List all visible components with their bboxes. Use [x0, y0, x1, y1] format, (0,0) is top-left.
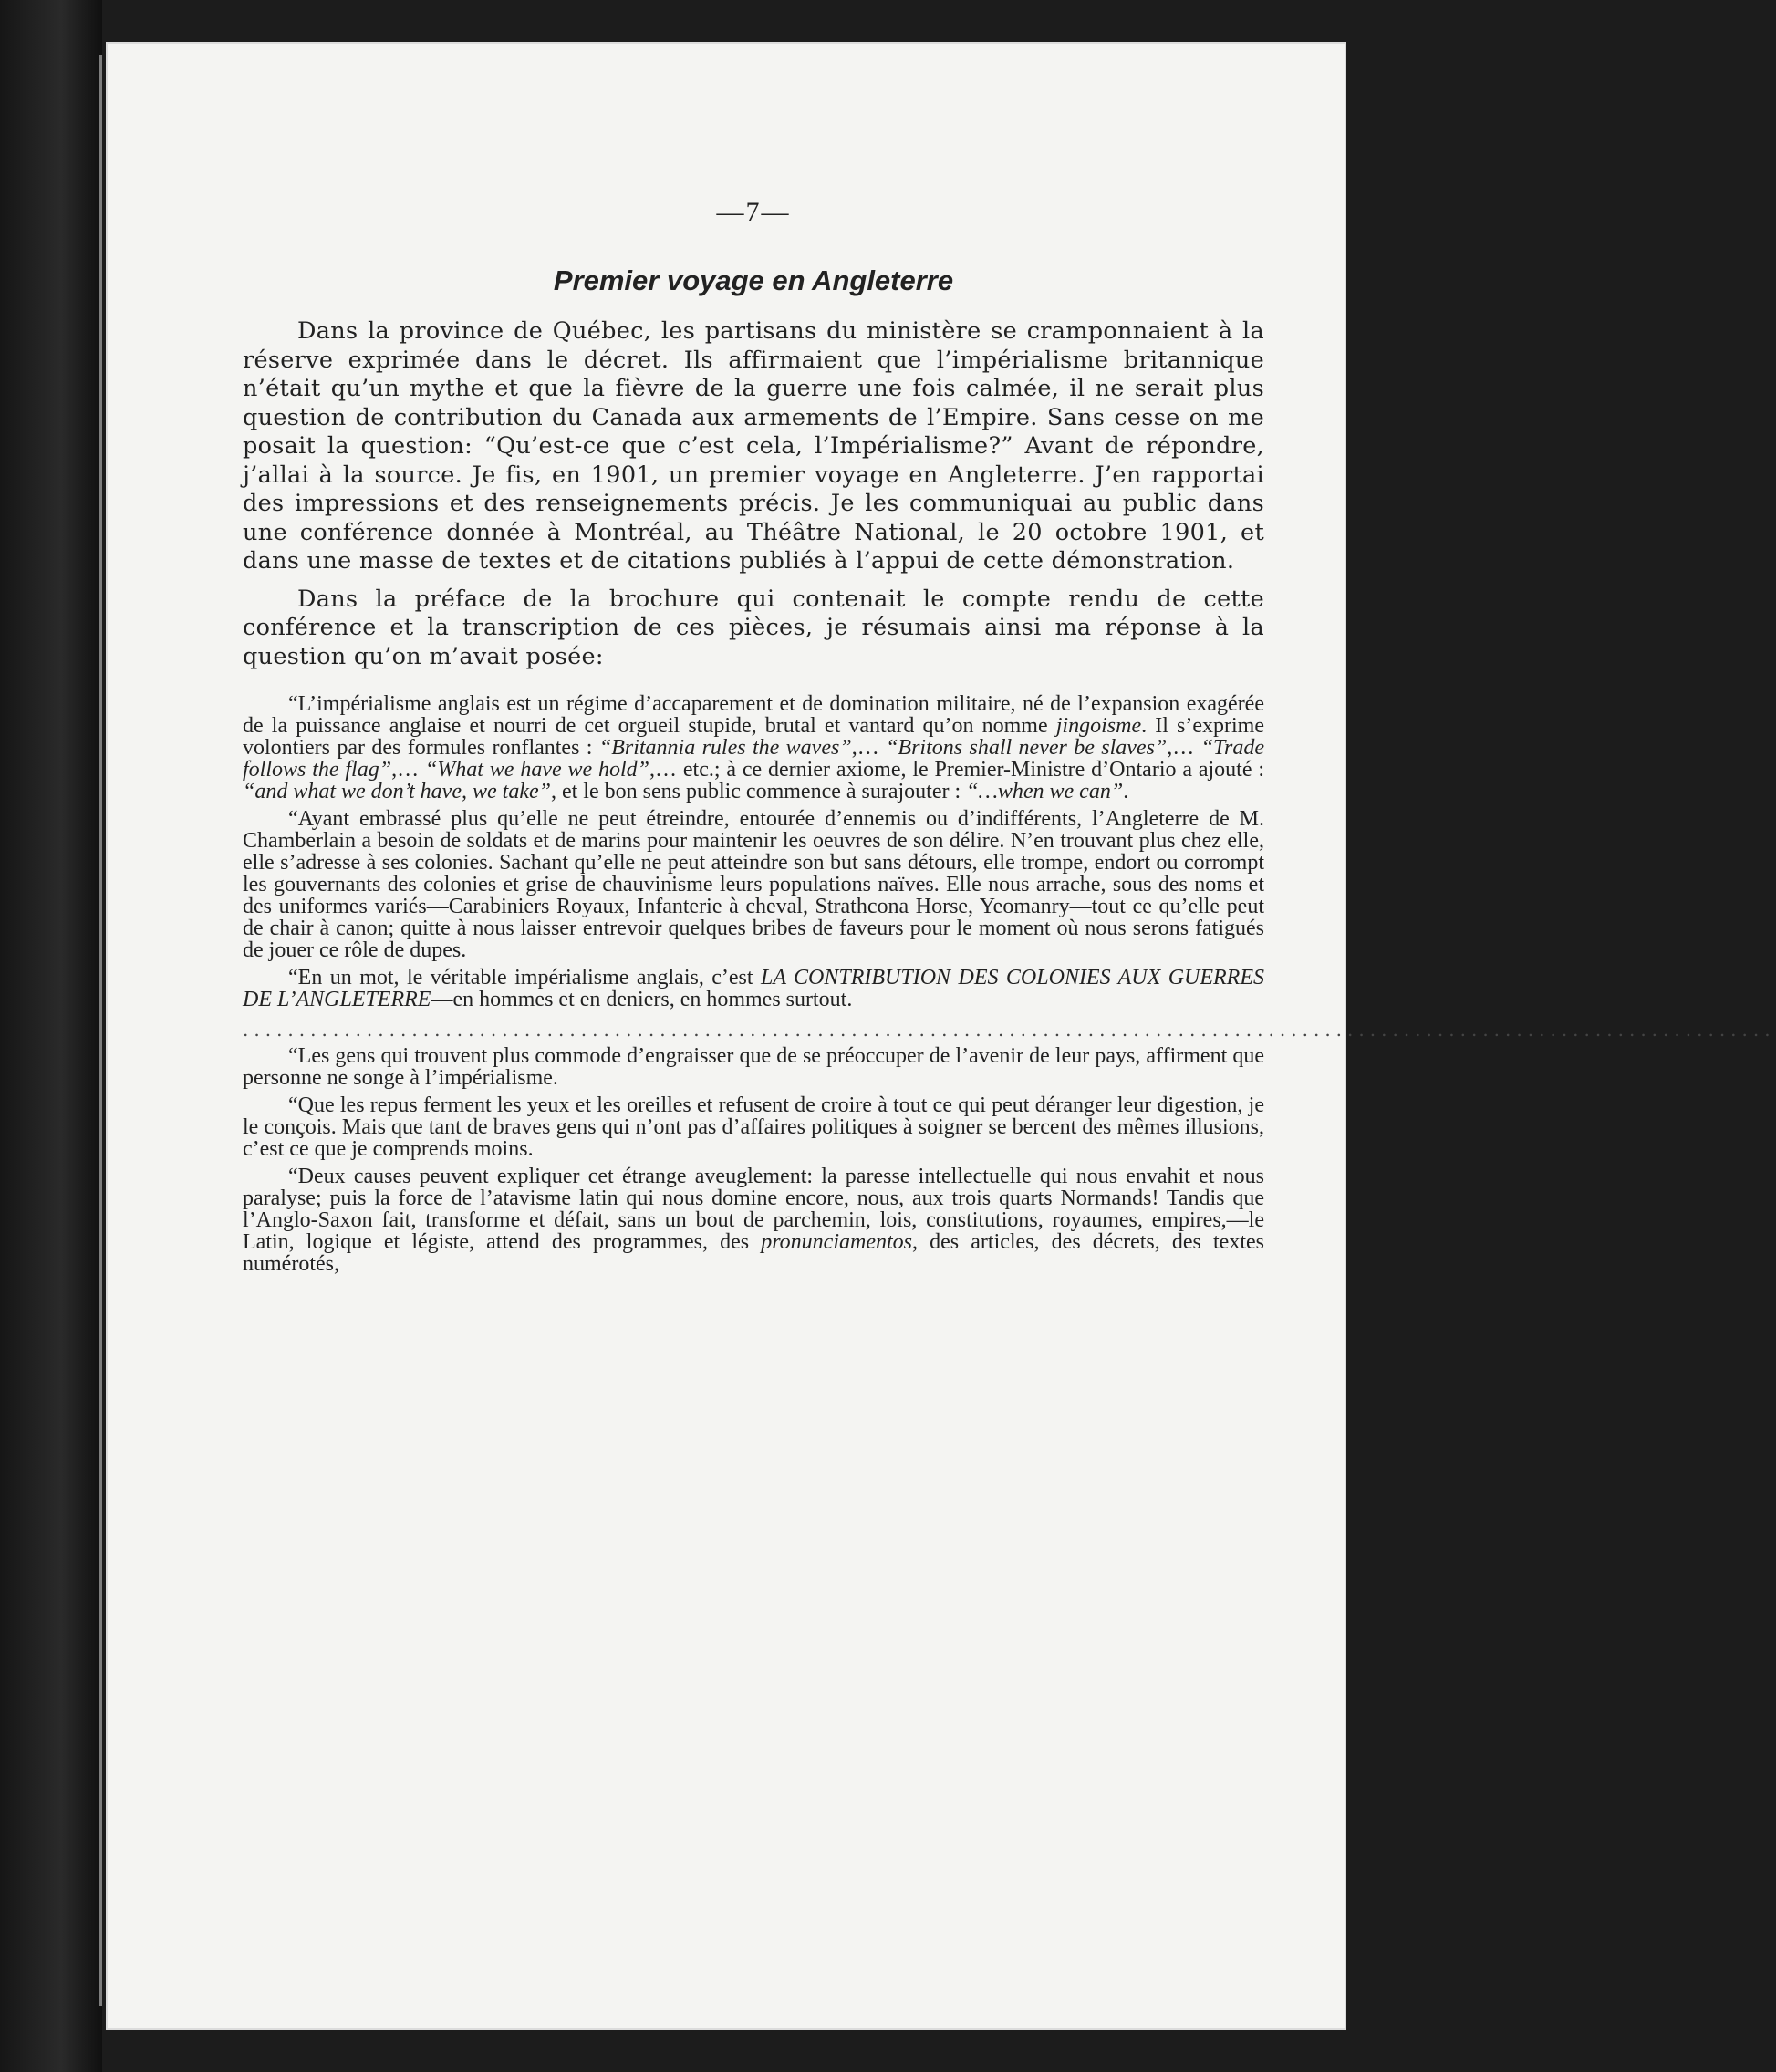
page-number: —7— [716, 197, 791, 227]
quote-text: , et le bon sens public commence à surajouter : [550, 780, 967, 803]
quote-repus: “Que les repus ferment les yeux et les oreilles et refusent de croire à tout ce qui peut déranger leur digestion, je le conçois. Mais que tant de braves gens qui n’ont pas d’affaires politiques à soigner se bercent des mêmes illusions, c’est ce que je comprends moins. [243, 1093, 1264, 1161]
quote-text: —en hommes et en deniers, en hommes surtout. [431, 988, 853, 1011]
quote-italic: “Britannia rules the waves” [598, 736, 852, 760]
book-binding-edge [99, 55, 102, 2006]
paragraph-2: Dans la préface de la brochure qui contenait le compte rendu de cette conférence et la transcription de ces pièces, je résumais ainsi ma réponse à la question qu’on m’avait posée: [243, 585, 1264, 670]
quote-text: . [1123, 780, 1129, 803]
quote-text: “Deux causes peuvent expliquer cet étrange aveuglement: la paresse intellectuelle qui nous envahit et nous paralyse; puis la force de l’atavisme latin qui nous domine encore, nous, aux trois quarts Normands! Tandis que l’Anglo-Saxon fait, transforme et défait, sans un bout de parchemin, lois, constitutions, royaumes, empires,—le Latin, logique et légiste, attend des programmes, des [243, 1165, 1264, 1254]
quote-italic: “…when we can” [966, 780, 1124, 803]
quote-engraisser: “Les gens qui trouvent plus commode d’engraisser que de se préoccuper de l’avenir de leur pays, affirment que personne ne songe à l’impérialisme. [243, 1044, 1264, 1090]
quote-italic: jingoisme [1055, 714, 1142, 738]
quote-italic: pronunciamentos [761, 1230, 912, 1254]
quote-italic: “Britons shall never be slaves” [886, 736, 1168, 760]
quote-text: ,… [391, 758, 425, 782]
quote-italic-caps: LA CONTRIBUTION DES COLONIES AUX GUERRES DE L’ANGLETERRE [243, 966, 1264, 1011]
quote-contribution [243, 967, 1264, 1010]
quote-chamberlain: “Ayant embrassé plus qu’elle ne peut étreindre, entourée d’ennemis ou d’indifférents, l’Angleterre de M. Chamberlain a besoin de soldats et de marins pour maintenir les oeuvres de son délire. N’en trouvant plus chez elle, elle s’adresse à ses colonies. Sachant qu’elle ne peut atteindre son but sans détours, elle trompe, endort ou corrompt les gouvernants des colonies et grise de chauvinisme leurs populations naïves. Elle nous arrache, sous des noms et des uniformes variés—Carabiniers Royaux, Infanterie à cheval, Strathcona Horse, Yeomanry—tout ce qu’elle peut de chair à canon; quitte à nous laisser entrevoir quelques bribes de faveurs pour le moment où nous serons fatigués de jouer ce rôle de dupes. [243, 807, 1264, 962]
quote-text: ,… [1167, 736, 1201, 760]
quote-text: “L’impérialisme anglais est un régime d’accaparement et de domination militaire, né de l’expansion exagérée de la puissance anglaise et nourri de cet orgueil stupide, brutal et vantard qu’on nomme [243, 692, 1264, 738]
quote-text: “En un mot, le véritable impérialisme anglais, c’est [288, 966, 762, 989]
book-page [106, 42, 1776, 2030]
quote-italic: “Trade follows the flag” [243, 736, 1265, 782]
quote-text: . Il s’exprime volontiers par des formules ronflantes : [243, 714, 1265, 760]
section-heading: Premier voyage en Angleterre [553, 264, 954, 296]
page-content [243, 197, 1776, 1280]
quote-italic: “What we have we hold” [424, 758, 650, 782]
quote-text: ,… etc.; à ce dernier axiome, le Premier-Ministre d’Ontario a ajouté : [649, 758, 1265, 782]
paragraph-1: Dans la province de Québec, les partisans du ministère se cramponnaient à la réserve exprimée dans le décret. Ils affirmaient que l’impérialisme britannique n’était qu’un mythe et que la fièvre de la guerre une fois calmée, il ne serait plus question de contribution du Canada aux armements de l’Empire. Sans cesse on me posait la question: “Qu’est-ce que c’est cela, l’Impérialisme?” Avant de répondre, j’allai à la source. Je fis, en 1901, un premier voyage en Angleterre. J’en rapportai des impressions et des renseignements précis. Je les communiquai au public dans une conférence donnée à Montréal, au Théâtre National, le 20 octobre 1901, et dans une masse de textes et de citations publiés à l’appui de cette démonstration. [243, 317, 1264, 575]
ellipsis-divider: ........................................................................................................................................ [243, 1019, 1776, 1041]
quote-text: , des articles, des décrets, des textes numérotés, [243, 1230, 1264, 1276]
quote-text: ,… [851, 736, 887, 760]
quote-italic: “and what we don’t have, we take” [243, 780, 551, 803]
quote-deux-causes [243, 1166, 1264, 1275]
quote-imperialism-definition [243, 693, 1264, 803]
scanner-background [0, 0, 102, 2072]
